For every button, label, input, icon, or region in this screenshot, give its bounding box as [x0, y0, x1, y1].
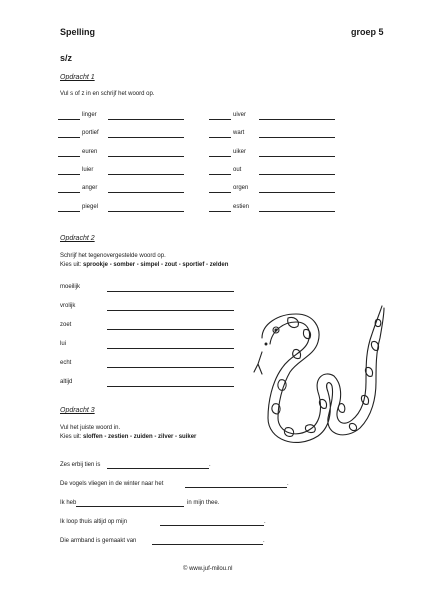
answer-line[interactable]	[160, 525, 264, 526]
fill-blank-letter[interactable]	[209, 156, 231, 157]
word-label: altijd	[60, 379, 73, 385]
word-label: lui	[60, 341, 67, 347]
answer-line[interactable]	[259, 174, 335, 175]
answer-line[interactable]	[185, 487, 287, 488]
exercise2-instruction: Schrijf het tegenovergestelde woord op.	[60, 253, 166, 259]
sentence-text: De vogels vliegen in de winter naar het	[60, 481, 164, 487]
answer-line[interactable]	[108, 137, 184, 138]
footer-copyright: © www.juf-milou.nl	[183, 566, 233, 572]
sentence-text: Zes erbij tien is	[60, 462, 101, 468]
word-fragment: out	[233, 167, 242, 173]
sentence-end: .	[263, 538, 265, 544]
fill-blank-letter[interactable]	[58, 156, 80, 157]
answer-line[interactable]	[107, 468, 209, 469]
exercise1-instruction: Vul s of z in en schrijf het woord op.	[60, 91, 155, 97]
choose-label: Kies uit:	[60, 262, 84, 268]
answer-line[interactable]	[259, 137, 335, 138]
topic-subtitle: s/z	[60, 53, 73, 63]
answer-line[interactable]	[108, 211, 184, 212]
word-fragment: wart	[233, 130, 245, 136]
word-label: vrolijk	[60, 303, 76, 309]
answer-line[interactable]	[76, 506, 184, 507]
answer-line[interactable]	[108, 192, 184, 193]
word-fragment: uiver	[233, 112, 247, 118]
answer-line[interactable]	[107, 329, 234, 330]
fill-blank-letter[interactable]	[58, 119, 80, 120]
fill-blank-letter[interactable]	[58, 211, 80, 212]
page-title: Spelling	[60, 27, 96, 37]
choose-label: Kies uit:	[60, 434, 84, 440]
word-fragment: luier	[82, 167, 94, 173]
answer-line[interactable]	[107, 348, 234, 349]
choices-list: sloffen - zestien - zuiden - zilver - suiker	[83, 434, 197, 440]
word-label: echt	[60, 360, 72, 366]
fill-blank-letter[interactable]	[58, 192, 80, 193]
sentence-end: .	[209, 462, 211, 468]
word-fragment: anger	[82, 185, 98, 191]
fill-blank-letter[interactable]	[58, 174, 80, 175]
fill-blank-letter[interactable]	[209, 137, 231, 138]
answer-line[interactable]	[152, 544, 263, 545]
exercise2-heading: Opdracht 2	[60, 235, 95, 242]
word-label: zoet	[60, 322, 72, 328]
fill-blank-letter[interactable]	[209, 211, 231, 212]
word-fragment: piegel	[82, 204, 99, 210]
exercise3-choices	[60, 434, 196, 440]
sentence-end: .	[287, 481, 289, 487]
word-fragment: orgen	[233, 185, 249, 191]
sentence-text: Die armband is gemaakt van	[60, 538, 137, 544]
fill-blank-letter[interactable]	[209, 192, 231, 193]
answer-line[interactable]	[108, 119, 184, 120]
answer-line[interactable]	[107, 310, 234, 311]
fill-blank-letter[interactable]	[58, 137, 80, 138]
answer-line[interactable]	[259, 192, 335, 193]
word-fragment: euren	[82, 149, 98, 155]
word-fragment: uiker	[233, 149, 247, 155]
word-fragment: portief	[82, 130, 99, 136]
exercise3-instruction: Vul het juiste woord in.	[60, 425, 121, 431]
answer-line[interactable]	[108, 174, 184, 175]
answer-line[interactable]	[107, 291, 234, 292]
group-label: groep 5	[351, 27, 384, 37]
sentence-end: .	[264, 519, 266, 525]
sentence-text: Ik loop thuis altijd op mijn	[60, 519, 128, 525]
answer-line[interactable]	[107, 367, 234, 368]
answer-line[interactable]	[259, 156, 335, 157]
exercise3-heading: Opdracht 3	[60, 407, 95, 414]
word-label: moeilijk	[60, 284, 81, 290]
answer-line[interactable]	[259, 211, 335, 212]
sentence-text: Ik heb	[60, 500, 77, 506]
word-fragment: estien	[233, 204, 250, 210]
fill-blank-letter[interactable]	[209, 174, 231, 175]
answer-line[interactable]	[259, 119, 335, 120]
answer-line[interactable]	[108, 156, 184, 157]
choices-list: sprookje - somber - simpel - zout - sportief - zelden	[83, 262, 229, 268]
word-fragment: linger	[82, 112, 97, 118]
sentence-end: in mijn thee.	[187, 500, 220, 506]
exercise2-choices	[60, 262, 228, 268]
answer-line[interactable]	[107, 386, 234, 387]
exercise1-heading: Opdracht 1	[60, 74, 95, 81]
fill-blank-letter[interactable]	[209, 119, 231, 120]
